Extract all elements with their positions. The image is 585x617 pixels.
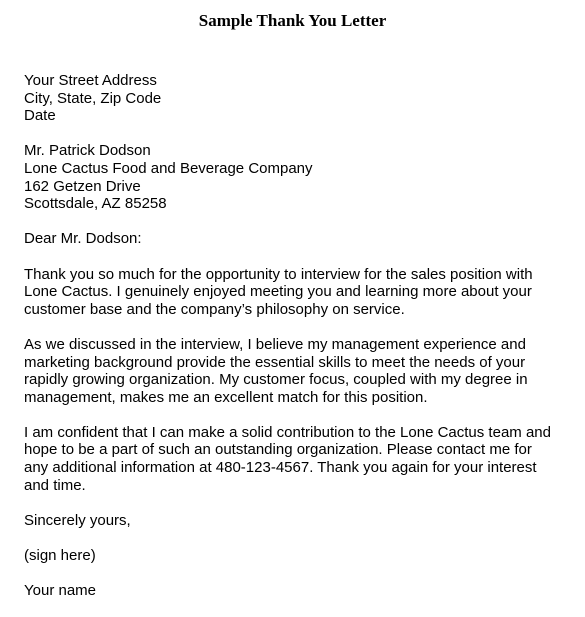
recipient-name: Mr. Patrick Dodson (24, 142, 151, 160)
closing (24, 512, 576, 530)
letter-body (24, 72, 576, 617)
paragraph-1-line: Lone Cactus. I genuinely enjoyed meeting you and learning more about your (24, 283, 532, 301)
paragraph-1-line: customer base and the company’s philosophy on service. (24, 300, 405, 318)
recipient-company: Lone Cactus Food and Beverage Company (24, 159, 313, 177)
paragraph-3-line: hope to be a part of such an outstanding organization. Please contact me for (24, 441, 532, 459)
recipient-street: 162 Getzen Drive (24, 177, 141, 195)
sender-city-state-zip: City, State, Zip Code (24, 89, 162, 107)
sender-street: Your Street Address (24, 72, 157, 89)
paragraph-3 (24, 424, 576, 494)
signer (24, 582, 576, 600)
recipient-address (24, 142, 576, 212)
salutation-text: Dear Mr. Dodson: (24, 230, 142, 248)
paragraph-3-line: and time. (24, 476, 86, 494)
sender-address (24, 72, 576, 125)
paragraph-2 (24, 336, 576, 406)
paragraph-3-line: I am confident that I can make a solid contribution to the Lone Cactus team and (24, 423, 551, 441)
paragraph-1 (24, 266, 576, 319)
paragraph-2-line: marketing background provide the essential skills to meet the needs of your (24, 353, 526, 371)
signature-placeholder: (sign here) (24, 547, 96, 565)
recipient-city-state-zip: Scottsdale, AZ 85258 (24, 195, 167, 213)
paragraph-1-line: Thank you so much for the opportunity to interview for the sales position with (24, 265, 533, 283)
closing-text: Sincerely yours, (24, 511, 131, 529)
salutation (24, 230, 576, 248)
letter-date: Date (24, 107, 56, 125)
paragraph-2-line: As we discussed in the interview, I believe my management experience and (24, 335, 526, 353)
paragraph-3-line: any additional information at 480-123-4567. Thank you again for your interest (24, 459, 537, 477)
paragraph-2-line: management, makes me an excellent match for this position. (24, 388, 428, 406)
signer-name: Your name (24, 582, 96, 600)
document-title: Sample Thank You Letter (198, 11, 387, 30)
signature-area (24, 547, 576, 565)
paragraph-2-line: rapidly growing organization. My customer focus, coupled with my degree in (24, 371, 528, 389)
